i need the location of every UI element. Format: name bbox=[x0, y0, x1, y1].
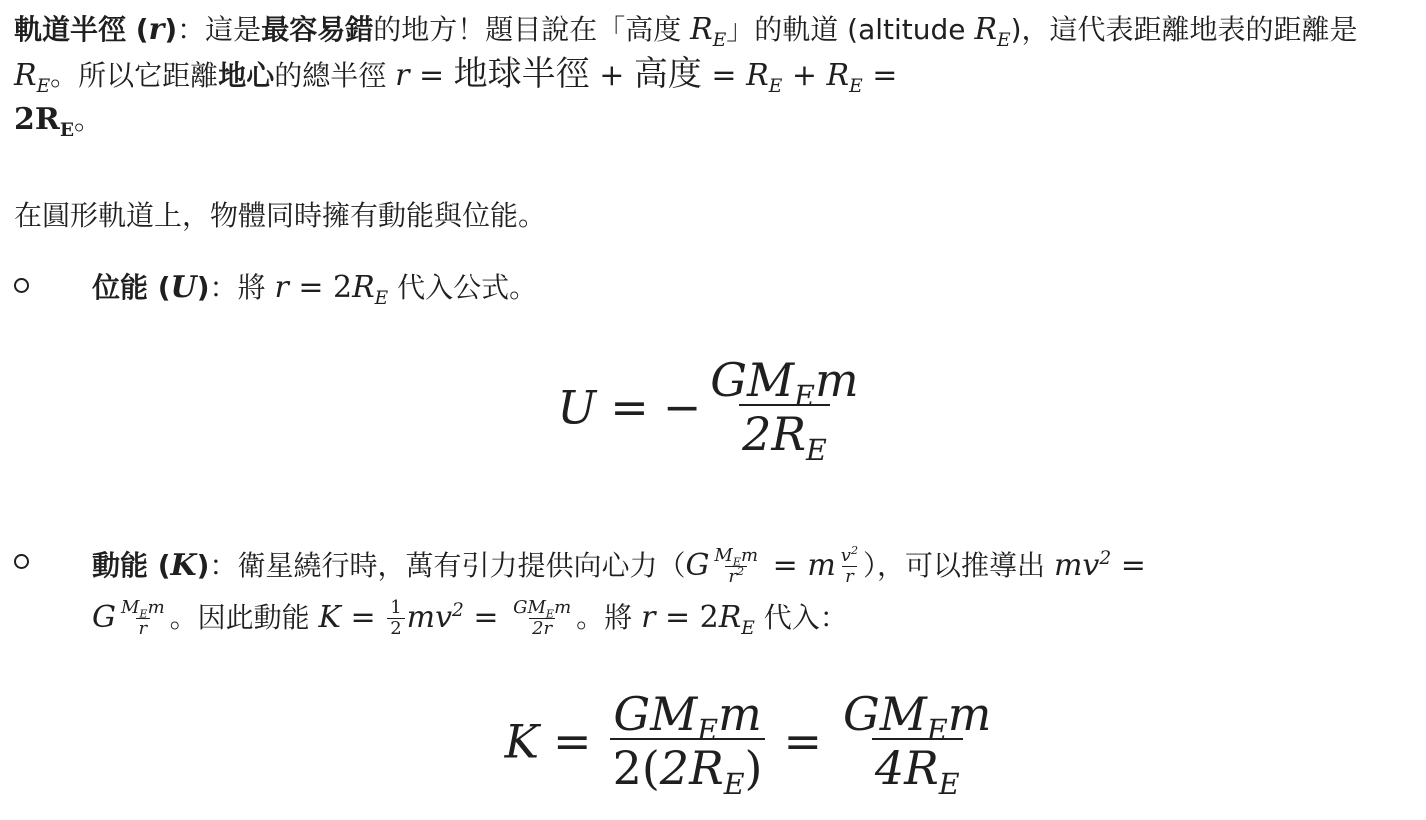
paragraph-orbital-radius: 軌道半徑 (r)：這是最容易錯的地方！題目說在「高度 $R_E$」的軌道 (altitude $R_E$)，這代表距離地表的距離是 $R_E$。所以它距離地心的總半徑 r = 地球半徑 + 高度 = $R_E + R_E$ = $2R_E$。 bbox=[14, 12, 1358, 141]
term-label: 位能 (U) bbox=[92, 270, 210, 305]
fraction: $\frac{GM_Em}{4R_E}$ bbox=[843, 687, 992, 802]
equation-potential-energy: U = − $\frac{GM_Em}{2R_E}$ bbox=[14, 356, 1409, 459]
math-re: $R_E$ bbox=[690, 12, 727, 51]
equation-kinetic-energy: K = $\frac{GM_Em}{2(2R_E)}$ = $\frac{GM_Em}{4R_E}$ bbox=[54, 690, 1426, 793]
emphasis-earth-center: 地心 bbox=[218, 59, 275, 92]
fraction: $\frac{v^2}{r}$ bbox=[840, 544, 859, 587]
bullet-text: 動能 (K)：衛星繞行時，萬有引力提供向心力（G $\frac{M_Em}{r^2}$ = m $\frac{v^2}{r}$ ），可以推導出 $mv^2$ = G $\frac{M_Em}{r}$ 。因此動能 K = $\frac{1}{2}$ $mv^2$ = $\frac{GM_Em}{2r}$ 。將 $r = 2R_E$ 代入： bbox=[92, 544, 1146, 639]
fraction: $\frac{M_Em}{r}$ bbox=[120, 597, 165, 639]
fraction: $\frac{GM_Em}{2(2R_E)}$ bbox=[610, 690, 766, 793]
result-2re: $2R_E$ bbox=[14, 102, 74, 141]
bullet-circle-icon bbox=[14, 554, 29, 569]
paragraph-energy-intro: 在圓形軌道上，物體同時擁有動能與位能。 bbox=[14, 199, 547, 232]
fraction: $\frac{GM_Em}{2r}$ bbox=[513, 597, 572, 639]
fraction: $\frac{M_Em}{r^2}$ bbox=[714, 545, 759, 587]
emphasis-most-error-prone: 最容易錯 bbox=[261, 13, 374, 46]
bullet-circle-icon bbox=[14, 278, 29, 293]
term-label: 動能 (K) bbox=[92, 548, 210, 583]
fraction-half: $\frac{1}{2}$ bbox=[387, 599, 404, 639]
term-label: 軌道半徑 (r) bbox=[14, 12, 178, 47]
fraction: $\frac{GM_Em}{2R_E}$ bbox=[710, 353, 859, 468]
bullet-text: 位能 (U)：將 $r = 2R_E$ 代入公式。 bbox=[92, 270, 538, 309]
